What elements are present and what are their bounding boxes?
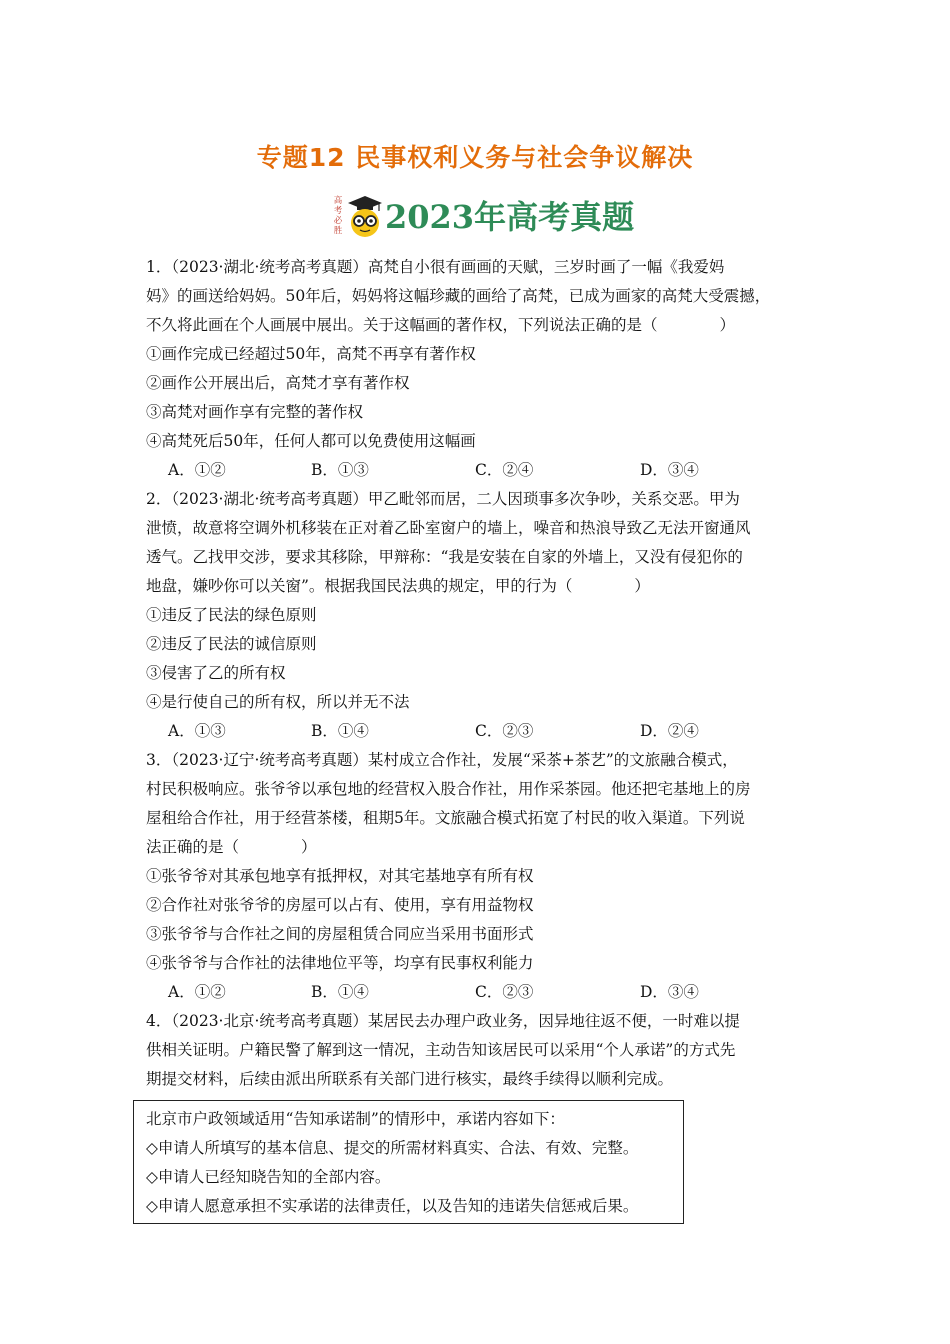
statement: ③高梵对画作享有完整的著作权 [146,403,364,421]
statement: ③侵害了乙的所有权 [146,664,286,682]
choice-a: A．①② [168,983,226,1001]
question-stem-line: 屋租给合作社，用于经营茶楼，租期5年。文旅融合模式拓宽了村民的收入渠道。下列说 [146,809,745,827]
statement: ①画作完成已经超过50年，高梵不再享有著作权 [146,345,476,363]
choice-d: D．③④ [640,983,699,1001]
question-4 [146,1007,806,1094]
question-stem-line: 1．（2023·湖北·统考高考真题）高梵自小很有画画的天赋，三岁时画了一幅《我爱妈 [146,258,725,276]
badge-char: 必 [333,216,343,226]
choice-a: A．①③ [168,722,226,740]
statement: ②合作社对张爷爷的房屋可以占有、使用，享有用益物权 [146,896,534,914]
statement: ②违反了民法的诚信原则 [146,635,317,653]
question-stem-line: 透气。乙找甲交涉，要求其移除，甲辩称：“我是安装在自家的外墙上，又没有侵犯你的 [146,548,743,566]
question-stem-line: 期提交材料，后续由派出所联系有关部门进行核实，最终手续得以顺利完成。 [146,1070,674,1088]
statement: ②画作公开展出后，高梵才享有著作权 [146,374,410,392]
badge-text [332,196,344,236]
material-line: ◇申请人已经知晓告知的全部内容。 [146,1168,391,1186]
question-stem-line: 法正确的是（ ） [146,838,317,856]
question-stem-line: 2．（2023·湖北·统考高考真题）甲乙毗邻而居，二人因琐事多次争吵，关系交恶。甲为 [146,490,740,508]
question-stem-line: 不久将此画在个人画展中展出。关于这幅画的著作权，下列说法正确的是（ ） [146,316,736,334]
answer-choices [146,717,806,746]
question-3 [146,746,806,1007]
material-line: ◇申请人愿意承担不实承诺的法律责任，以及告知的违诺失信惩戒后果。 [146,1197,639,1215]
banner-heading: 2023年高考真题 [385,198,635,236]
answer-choices [146,456,806,485]
question-stem-line: 地盘，嫌吵你可以关窗”。根据我国民法典的规定，甲的行为（ ） [146,577,650,595]
badge-char: 胜 [333,226,343,236]
statement: ④张爷爷与合作社的法律地位平等，均享有民事权利能力 [146,954,534,972]
question-stem-line: 供相关证明。户籍民警了解到这一情况，主动告知该居民可以采用“个人承诺”的方式先 [146,1041,736,1059]
statement: ④高梵死后50年，任何人都可以免费使用这幅画 [146,432,476,450]
choice-d: D．③④ [640,461,699,479]
page-title: 专题12 民事权利义务与社会争议解决 [256,143,694,172]
question-2 [146,485,806,746]
choice-b: B．①④ [311,722,369,740]
material-box [133,1100,684,1224]
question-stem-line: 4．（2023·北京·统考高考真题）某居民去办理户政业务，因异地往返不便，一时难以提 [146,1012,740,1030]
choice-d: D．②④ [640,722,699,740]
question-list [146,253,806,1094]
statement: ①张爷爷对其承包地享有抵押权，对其宅基地享有所有权 [146,867,534,885]
question-stem-line: 3．（2023·辽宁·统考高考真题）某村成立合作社，发展“采茶+茶艺”的文旅融合模式， [146,751,738,769]
question-stem-line: 村民积极响应。张爷爷以承包地的经营权入股合作社，用作采茶园。他还把宅基地上的房 [146,780,751,798]
statement: ④是行使自己的所有权，所以并无不法 [146,693,410,711]
graduate-mascot-icon [346,194,384,238]
choice-b: B．①③ [311,461,369,479]
choice-a: A．①② [168,461,226,479]
choice-c: C．②④ [475,461,534,479]
material-line: 北京市户政领域适用“告知承诺制”的情形中，承诺内容如下： [146,1110,565,1128]
badge-char: 高 [333,196,343,206]
question-1 [146,253,806,485]
choice-c: C．②③ [475,722,534,740]
statement: ③张爷爷与合作社之间的房屋租赁合同应当采用书面形式 [146,925,534,943]
statement: ①违反了民法的绿色原则 [146,606,317,624]
section-banner [332,190,652,244]
choice-b: B．①④ [311,983,369,1001]
question-stem-line: 妈》的画送给妈妈。50年后，妈妈将这幅珍藏的画给了高梵，已成为画家的高梵大受震撼， [146,287,771,305]
badge-char: 考 [333,206,343,216]
question-stem-line: 泄愤，故意将空调外机移装在正对着乙卧室窗户的墙上，噪音和热浪导致乙无法开窗通风 [146,519,751,537]
material-line: ◇申请人所填写的基本信息、提交的所需材料真实、合法、有效、完整。 [146,1139,639,1157]
choice-c: C．②③ [475,983,534,1001]
answer-choices [146,978,806,1007]
